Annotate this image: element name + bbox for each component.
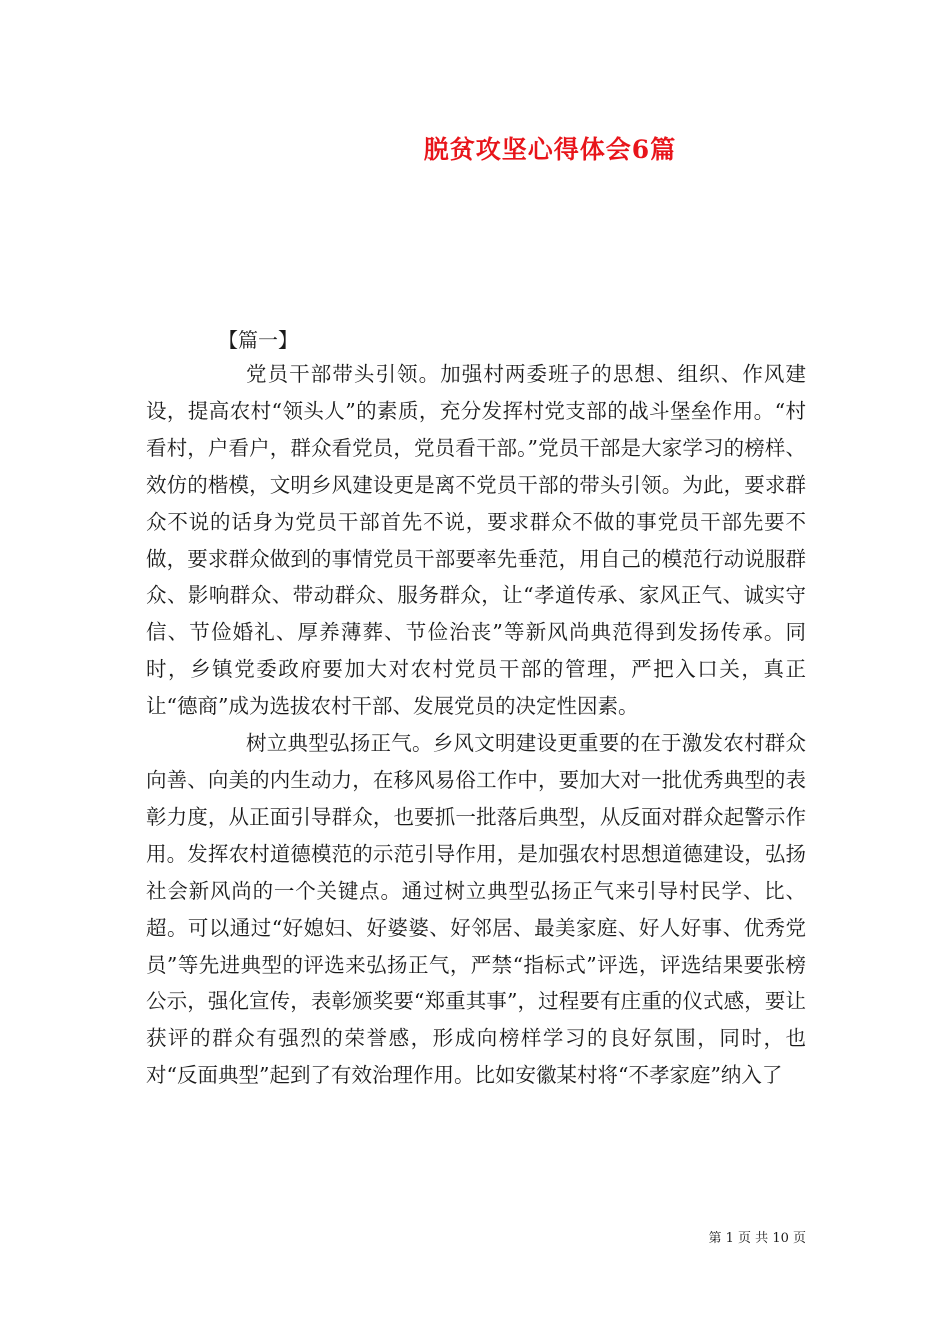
- document-title: 脱贫攻坚心得体会6篇: [423, 135, 677, 164]
- section-heading: 【篇一】: [218, 328, 298, 352]
- paragraph-1: 党员干部带头引领。加强村两委班子的思想、组织、作风建设，提高农村“领头人”的素质，充分发挥村党支部的战斗堡垒作用。“村看村，户看户，群众看党员，党员看干部。”党员干部是大家学习的榜样、效仿的楷模，文明乡风建设更是离不党员干部的带头引领。为此，要求群众不说的话身为党员干部首先不说，要求群众不做的事党员干部先要不做，要求群众做到的事情党员干部要率先垂范，用自己的模范行动说服群众、影响群众、带动群众、服务群众，让“孝道传承、家风正气、诚实守信、节俭婚礼、厚养薄葬、节俭治丧”等新风尚典范得到发扬传承。同时，乡镇党委政府要加大对农村党员干部的管理，严把入口关，真正让“德商”成为选拔农村干部、发展党员的决定性因素。: [146, 362, 806, 719]
- paragraph-2: 树立典型弘扬正气。乡风文明建设更重要的在于激发农村群众向善、向美的内生动力，在移风易俗工作中，要加大对一批优秀典型的表彰力度，从正面引导群众，也要抓一批落后典型，从反面对群众起警示作用。发挥农村道德模范的示范引导作用，是加强农村思想道德建设，弘扬社会新风尚的一个关键点。通过树立典型弘扬正气来引导村民学、比、超。可以通过“好媳妇、好婆婆、好邻居、最美家庭、好人好事、优秀党员”等先进典型的评选来弘扬正气，严禁“指标式”评选，评选结果要张榜公示，强化宣传，表彰颁奖要“郑重其事”，过程要有庄重的仪式感，要让获评的群众有强烈的荣誉感，形成向榜样学习的良好氛围，同时，也对“反面典型”起到了有效治理作用。比如安徽某村将“不孝家庭”纳入了: [146, 731, 806, 1088]
- document-body: [146, 356, 806, 1094]
- page-number-footer: 第 1 页 共 10 页: [708, 1231, 806, 1246]
